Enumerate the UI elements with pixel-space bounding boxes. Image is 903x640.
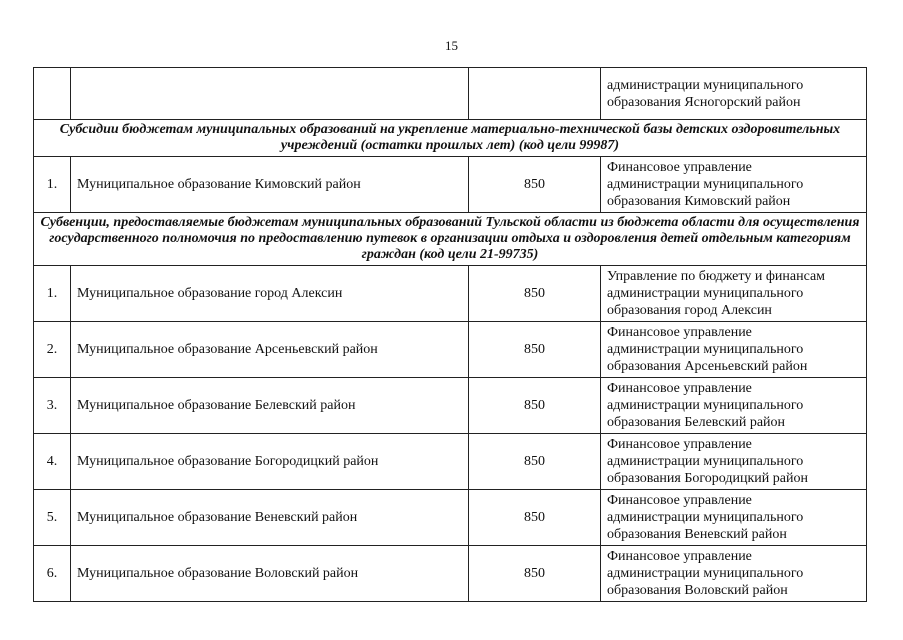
administrator-cell bbox=[601, 546, 867, 602]
administrator-line: образования Арсеньевский район bbox=[607, 359, 808, 374]
row-number: 2. bbox=[34, 322, 71, 378]
row-number: 5. bbox=[34, 490, 71, 546]
table-row bbox=[34, 266, 867, 322]
code-value: 850 bbox=[469, 546, 601, 602]
code-value: 850 bbox=[469, 490, 601, 546]
municipality-name: Муниципальное образование Веневский район bbox=[71, 490, 469, 546]
administrator-line: администрации муниципального bbox=[607, 566, 804, 581]
code-value: 850 bbox=[469, 157, 601, 213]
administrator-line: образования город Алексин bbox=[607, 303, 772, 318]
code-value: 850 bbox=[469, 378, 601, 434]
table-row bbox=[34, 490, 867, 546]
administrator-cell bbox=[601, 434, 867, 490]
code-value: 850 bbox=[469, 322, 601, 378]
administrator-line: образования Белевский район bbox=[607, 415, 786, 430]
administrator-line: администрации муниципального bbox=[607, 286, 804, 301]
section-header-row bbox=[34, 213, 867, 266]
row-number: 6. bbox=[34, 546, 71, 602]
administrator-line: администрации муниципального bbox=[607, 454, 804, 469]
administrator-line: Финансовое управление bbox=[607, 549, 752, 564]
administrator-line: Финансовое управление bbox=[607, 160, 752, 175]
municipality-name: Муниципальное образование Арсеньевский район bbox=[71, 322, 469, 378]
table-row bbox=[34, 157, 867, 213]
municipality-name: Муниципальное образование Воловский район bbox=[71, 546, 469, 602]
code-value: 850 bbox=[469, 266, 601, 322]
code-value: 850 bbox=[469, 434, 601, 490]
administrator-line: образования Воловский район bbox=[607, 583, 788, 598]
table-row bbox=[34, 68, 867, 120]
table-row bbox=[34, 434, 867, 490]
municipality-name: Муниципальное образование Белевский район bbox=[71, 378, 469, 434]
municipality-name: Муниципальное образование Богородицкий район bbox=[71, 434, 469, 490]
administrator-line: образования Кимовский район bbox=[607, 194, 791, 209]
table-row bbox=[34, 546, 867, 602]
municipality-name: Муниципальное образование Кимовский район bbox=[71, 157, 469, 213]
municipality-name: Муниципальное образование город Алексин bbox=[71, 266, 469, 322]
section-header-row bbox=[34, 120, 867, 157]
section-title: Субвенции, предоставляемые бюджетам муниципальных образований Тульской области из бюджета области для осуществления государственного полномочия по предоставлению путевок в организации отдыха и оздоровления детей отдельным категориям граждан (код цели 21-99735) bbox=[34, 213, 867, 266]
allocation-table bbox=[33, 67, 867, 602]
administrator-line: администрации муниципального bbox=[607, 398, 804, 413]
row-number: 1. bbox=[34, 266, 71, 322]
municipality-cell bbox=[71, 68, 469, 120]
administrator-line: образования Ясногорский район bbox=[607, 94, 801, 110]
administrator-line: Финансовое управление bbox=[607, 437, 752, 452]
administrator-line: администрации муниципального bbox=[607, 77, 804, 93]
administrator-cell bbox=[601, 157, 867, 213]
administrator-line: администрации муниципального bbox=[607, 342, 804, 357]
administrator-line: Финансовое управление bbox=[607, 381, 752, 396]
administrator-line: образования Богородицкий район bbox=[607, 471, 808, 486]
row-number: 3. bbox=[34, 378, 71, 434]
administrator-cell bbox=[601, 68, 867, 120]
administrator-cell bbox=[601, 378, 867, 434]
administrator-line: администрации муниципального bbox=[607, 177, 804, 192]
administrator-line: администрации муниципального bbox=[607, 510, 804, 525]
administrator-cell bbox=[601, 266, 867, 322]
row-number: 1. bbox=[34, 157, 71, 213]
administrator-cell bbox=[601, 490, 867, 546]
administrator-line: Управление по бюджету и финансам bbox=[607, 269, 826, 284]
section-title: Субсидии бюджетам муниципальных образований на укрепление материально-технической базы детских оздоровительных учреждений (остатки прошлых лет) (код цели 99987) bbox=[34, 120, 867, 157]
administrator-line: образования Веневский район bbox=[607, 527, 787, 542]
code-cell bbox=[469, 68, 601, 120]
administrator-line: Финансовое управление bbox=[607, 493, 752, 508]
administrator-cell bbox=[601, 322, 867, 378]
row-number: 4. bbox=[34, 434, 71, 490]
table-row bbox=[34, 322, 867, 378]
page-number: 15 bbox=[445, 38, 458, 53]
row-number-cell bbox=[34, 68, 71, 120]
administrator-line: Финансовое управление bbox=[607, 325, 752, 340]
table-row bbox=[34, 378, 867, 434]
